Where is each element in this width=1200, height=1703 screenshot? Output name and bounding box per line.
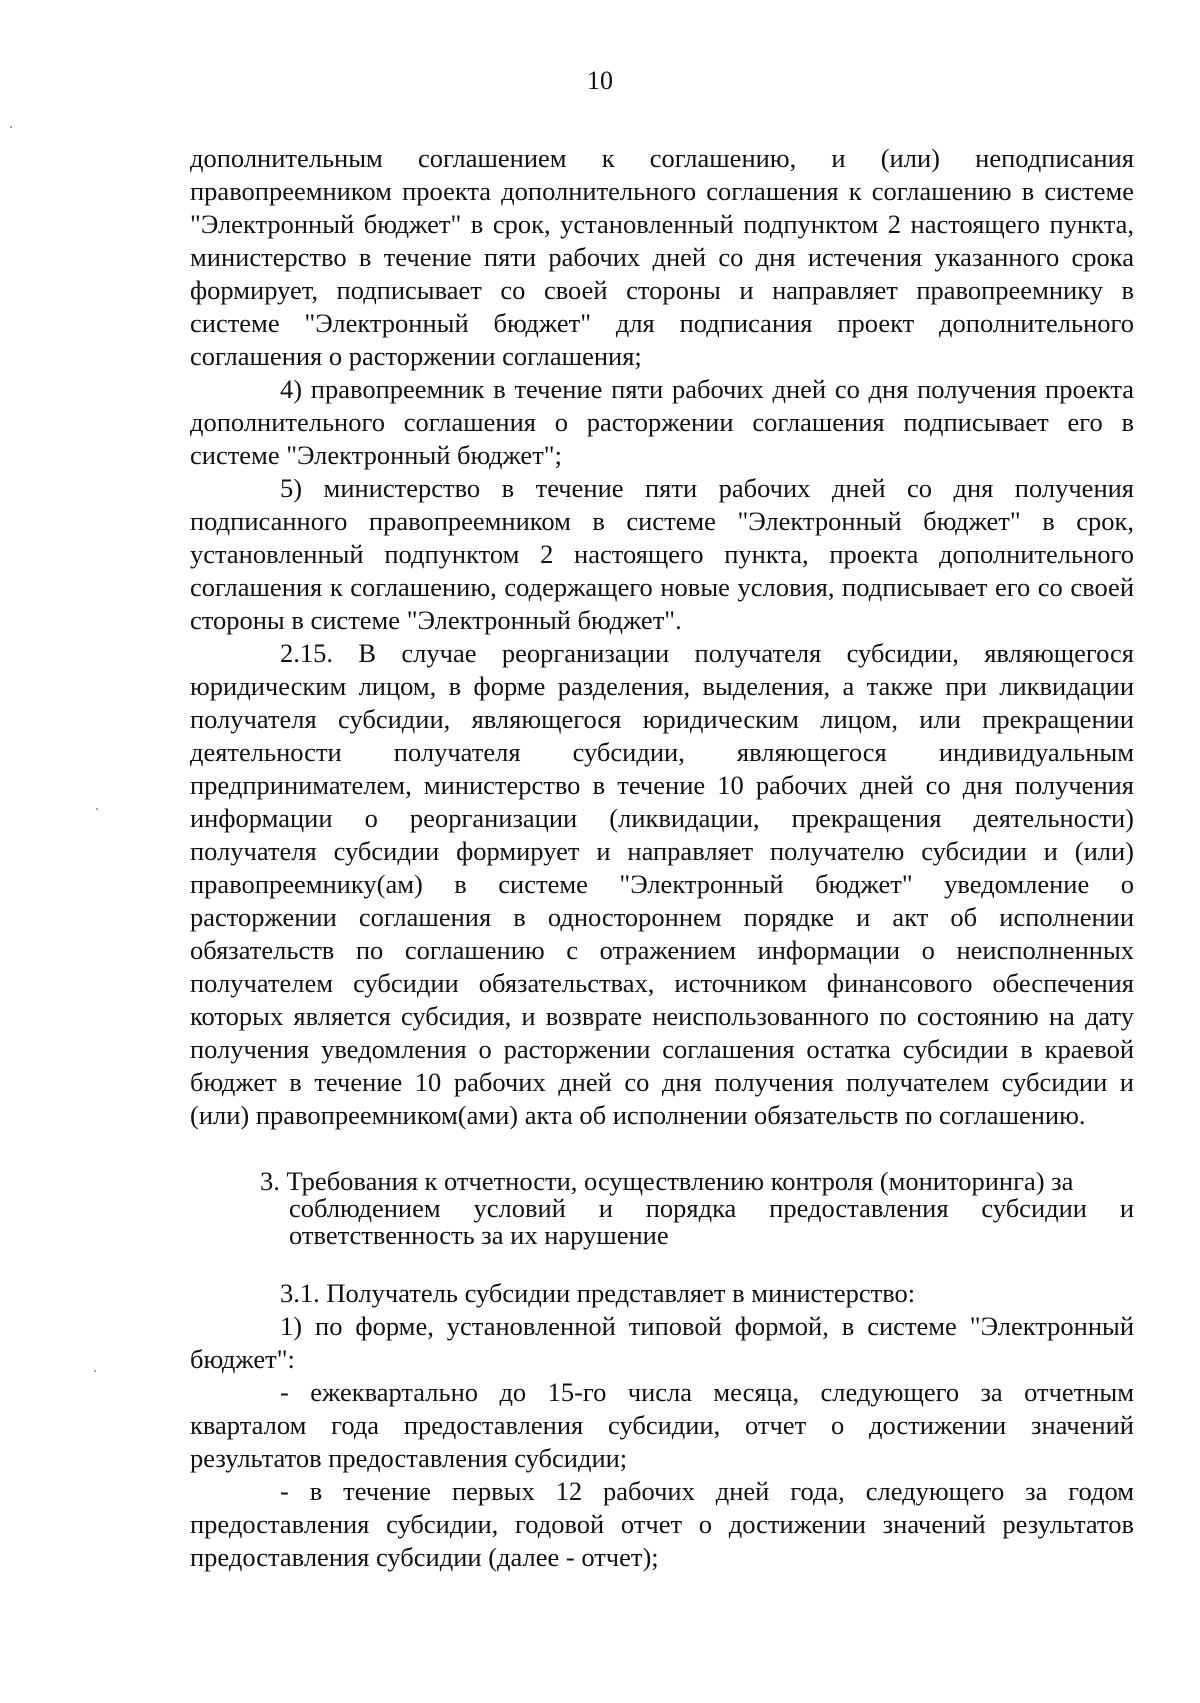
document-body [190,142,1134,1574]
paragraph-item-1: 1) по форме, установленной типовой формой, в системе "Электронный бюджет": [190,1311,1134,1374]
section-heading-first-line: 3. Требования к отчетности, осуществлению контроля (мониторинга) за [260,1166,1074,1196]
scan-speck [10,126,12,128]
section-heading-rest: соблюдением условий и порядка предоставления субсидии и ответственность за их нарушение [289,1193,1134,1250]
paragraph-clause-3-1: 3.1. Получатель субсидии представляет в министерство: [280,1278,916,1308]
scan-speck [94,1370,96,1372]
paragraph-item-5: 5) министерство в течение пяти рабочих дней со дня получения подписанного правопреемником в системе "Электронный бюджет" в срок, установленный подпунктом 2 настоящего пункта, проекта дополнительного соглашения к соглашению, содержащего новые условия, подписывает его со своей стороны в системе "Электронный бюджет". [190,473,1134,635]
page-number: 10 [587,66,613,95]
paragraph-item-4: 4) правопреемник в течение пяти рабочих дней со дня получения проекта дополнительного соглашения о расторжении соглашения подписывает его в системе "Электронный бюджет"; [190,374,1134,470]
paragraph-clause-2-15: 2.15. В случае реорганизации получателя субсидии, являющегося юридическим лицом, в форме разделения, выделения, а также при ликвидации получателя субсидии, являющегося юридическим лицом, или прекращении деятельности получателя субсидии, являющегося индивидуальным предпринимателем, министерство в течение 10 рабочих дней со дня получения информации о реорганизации (ликвидации, прекращения деятельности) получателя субсидии формирует и направляет получателю субсидии и (или) правопреемнику(ам) в системе "Электронный бюджет" уведомление о расторжении соглашения в одностороннем порядке и акт об исполнении обязательств по соглашению с отражением информации о неисполненных получателем субсидии обязательствах, источником финансового обеспечения которых является субсидия, и возврате неиспользованного по состоянию на дату получения уведомления о расторжении соглашения остатка субсидии в краевой бюджет в течение 10 рабочих дней со дня получения получателем субсидии и (или) правопреемником(ами) акта об исполнении обязательств по соглашению. [190,638,1134,1130]
paragraph-continuation: дополнительным соглашением к соглашению, и (или) неподписания правопреемником проекта дополнительного соглашения к соглашению в системе "Электронный бюджет" в срок, установленный подпунктом 2 настоящего пункта, министерство в течение пяти рабочих дней со дня истечения указанного срока формирует, подписывает со своей стороны и направляет правопреемнику в системе "Электронный бюджет" для подписания проект дополнительного соглашения о расторжении соглашения; [190,143,1134,371]
section-heading [190,1168,1134,1249]
paragraph-bullet-quarterly: - ежеквартально до 15-го числа месяца, следующего за отчетным кварталом года предоставления субсидии, отчет о достижении значений результатов предоставления субсидии; [190,1377,1134,1473]
scan-speck [96,808,98,810]
paragraph-bullet-annual: - в течение первых 12 рабочих дней года, следующего за годом предоставления субсидии, годовой отчет о достижении значений результатов предоставления субсидии (далее - отчет); [190,1476,1134,1572]
